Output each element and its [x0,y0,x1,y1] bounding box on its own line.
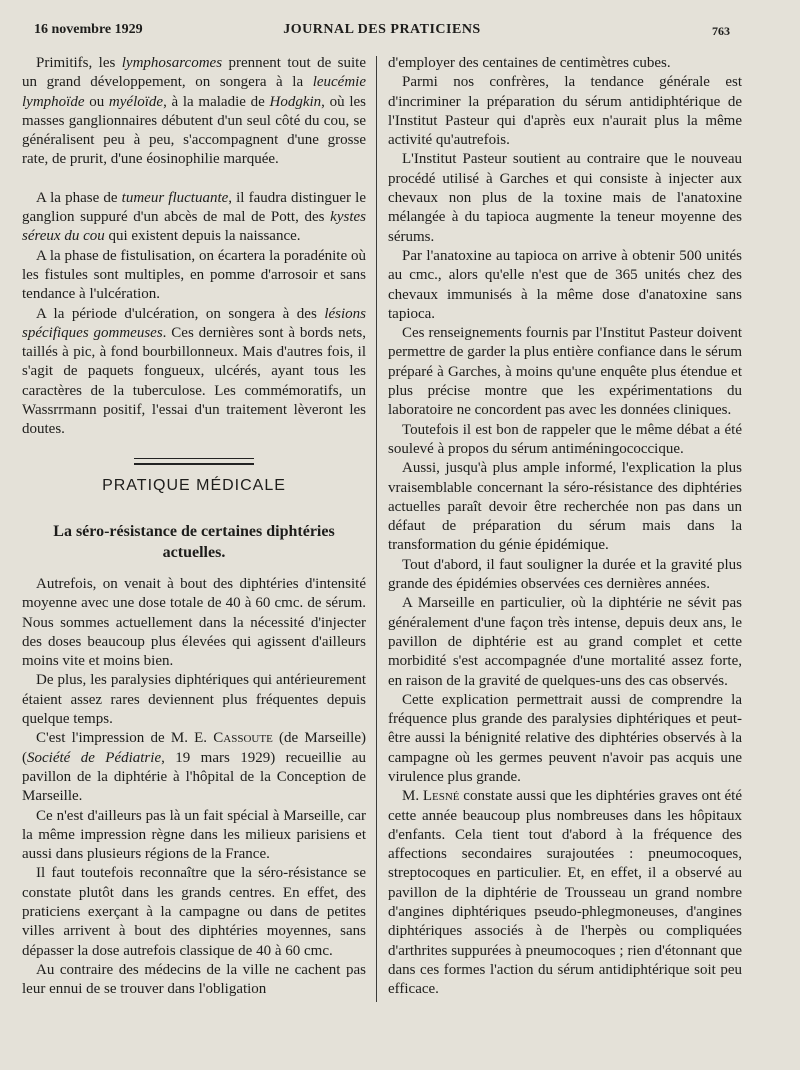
author-name: Lesné [422,788,460,805]
paragraph: Tout d'abord, il faut souligner la durée et la gravité plus grande des épidémies observées ces dernières années. [388,556,742,593]
paragraph: Autrefois, on venait à bout des diphtéries d'intensité moyenne avec une dose totale de 40 à 60 cmc. de sérum. Nous sommes actuellement dans la nécessité d'injecter des doses beaucoup plus élevées qui agissent d'ailleurs moins vite et moins bien. [22,575,366,670]
paragraph: A la période d'ulcération, on songera à des lésions spécifiques gommeuses. Ces dernières sont à bords nets, taillés à pic, à fond bourbillonneux. Mais d'autres fois, il s'agit de paquets fongueux, ulcérés, ayant tous les caractères de la tuberculose. Les commémoratifs, un Wassrrmann positif, l'essai d'un traitement lèveront les doutes. [22,305,366,438]
paragraph: Parmi nos confrères, la tendance générale est d'incriminer la préparation du sérum antidiphtérique de l'Institut Pasteur qui d'après eux n'aurait plus la même activité qu'autrefois. [388,74,742,149]
paragraph: Par l'anatoxine au tapioca on arrive à obtenir 500 unités au cmc., alors qu'elle n'est que de 365 unités chez des chevaux immunisés à la même dose d'anatoxine sans tapioca. [388,247,742,322]
journal-title: JOURNAL DES PRATICIENS [283,22,481,37]
paragraph: Il faut toutefois reconnaître que la séro-résistance se constate plutôt dans les grands centres. En effet, des praticiens exerçant à la campagne ou dans de petites villes arrivent à bout des diphtéries moyennes, sans dépasser la dose autrefois classique de 40 à 60 cmc. [22,865,366,959]
paragraph: Toutefois il est bon de rappeler que le même débat a été soulevé à propos du sérum antiméningococcique. [388,421,742,457]
page-header [34,20,730,42]
column-rule [376,56,377,1002]
right-column [388,54,742,1000]
left-column [22,54,366,999]
paragraph: d'employer des centaines de centimètres cubes. [388,55,671,71]
paragraph: De plus, les paralysies diphtériques qui antérieurement étaient assez rares deviennent plus fréquentes depuis quelque temps. [22,672,366,728]
paragraph: Ce n'est d'ailleurs pas là un fait spécial à Marseille, car la même impression règne dans les milieux parisiens et aussi dans plusieurs régions de la France. [22,807,366,863]
paragraph: A Marseille en particulier, où la diphtérie ne sévit pas généralement d'une façon très intense, depuis deux ans, le pavillon de diphtérie est au grand complet et cette morbidité s'est accompagnée d'une mortalité assez forte, en raison de la gravité de quelques-uns des cas observés. [388,595,742,689]
paragraph: C'est l'impression de M. E. Cassoute (de Marseille) (Société de Pédiatrie, 19 mars 1929) recueillie au pavillon de la diphtérie à l'hôpital de la Conception de Marseille. [22,730,367,805]
paragraph: Primitifs, les lymphosarcomes prennent tout de suite un grand développement, on songera à la leucémie lymphoïde ou myéloïde, à la maladie de Hodgkin, où les masses ganglionnaires débutent d'un seul côté du cou, se généralisent peu à peu, s'accompagnent d'une grosse rate, de prurit, d'une éosinophilie marquée. [22,55,367,168]
paragraph: M. Lesné constate aussi que les diphtéries graves ont été cette année beaucoup plus nombreuses dans les hôpitaux d'enfants. Cela tient tout d'abord à la fréquence des affections secondaires surajoutées : pneumocoques, streptocoques en particulier. Et, en effet, il a observé au pavillon de la diphtérie de Trousseau un grand nombre d'angines diphtériques pseudo-phlegmoneuses, d'angines diphtériques associés à de l'herpès ou compliquées d'arthrites suppurées à pneumocoques ; rien d'étonnant que dans ces formes l'action du sérum antidiphtérique soit peu efficace. [388,788,743,998]
section-divider [22,452,366,458]
page-number: 763 [712,24,730,38]
paragraph: L'Institut Pasteur soutient au contraire que le nouveau procédé utilisé à Garches et qui consiste à injecter aux chevaux non plus de la toxine mais de l'anatoxine mélangée à du tapioca augmente la teneur moyenne des sérums. [388,151,742,245]
article-title: La séro-résistance de certaines diphtéries actuelles. [53,522,335,561]
paragraph: A la phase de tumeur fluctuante, il faudra distinguer le ganglion suppuré d'un abcès de mal de Pott, des kystes séreux du cou qui existent depuis la naissance. [22,189,366,245]
paragraph: Aussi, jusqu'à plus ample informé, l'explication la plus vraisemblable concernant la séro-résistance des diphtéries actuelles paraît devoir être recherchée non pas dans un défaut de préparation du sérum mais dans la transformation du génie épidémique. [388,460,742,554]
paragraph: A la phase de fistulisation, on écartera la poradénite où les fistules sont multiples, en pomme d'arrosoir et sans tendance à l'ulcération. [22,247,366,303]
author-name: Cassoute [213,730,273,747]
paragraph: Ces renseignements fournis par l'Institut Pasteur doivent permettre de garder la plus entière confiance dans le sérum préparé à Garches, à moins qu'une enquête plus étendue et plus précise montre que les expérimentations du laboratoire ne concordent pas avec les données cliniques. [388,325,742,419]
paragraph: Au contraire des médecins de la ville ne cachent pas leur ennui de se trouver dans l'obligation [22,961,366,998]
paragraph: Cette explication permettrait aussi de comprendre la fréquence plus grande des paralysies diphtériques et peut-être aussi la bénignité relative des diphtéries observés à la campagne où les germes peuvent n'avoir pas acquis une virulence plus grande. [388,691,742,785]
section-title: PRATIQUE MÉDICALE [102,476,286,494]
header-date: 16 novembre 1929 [34,22,143,37]
